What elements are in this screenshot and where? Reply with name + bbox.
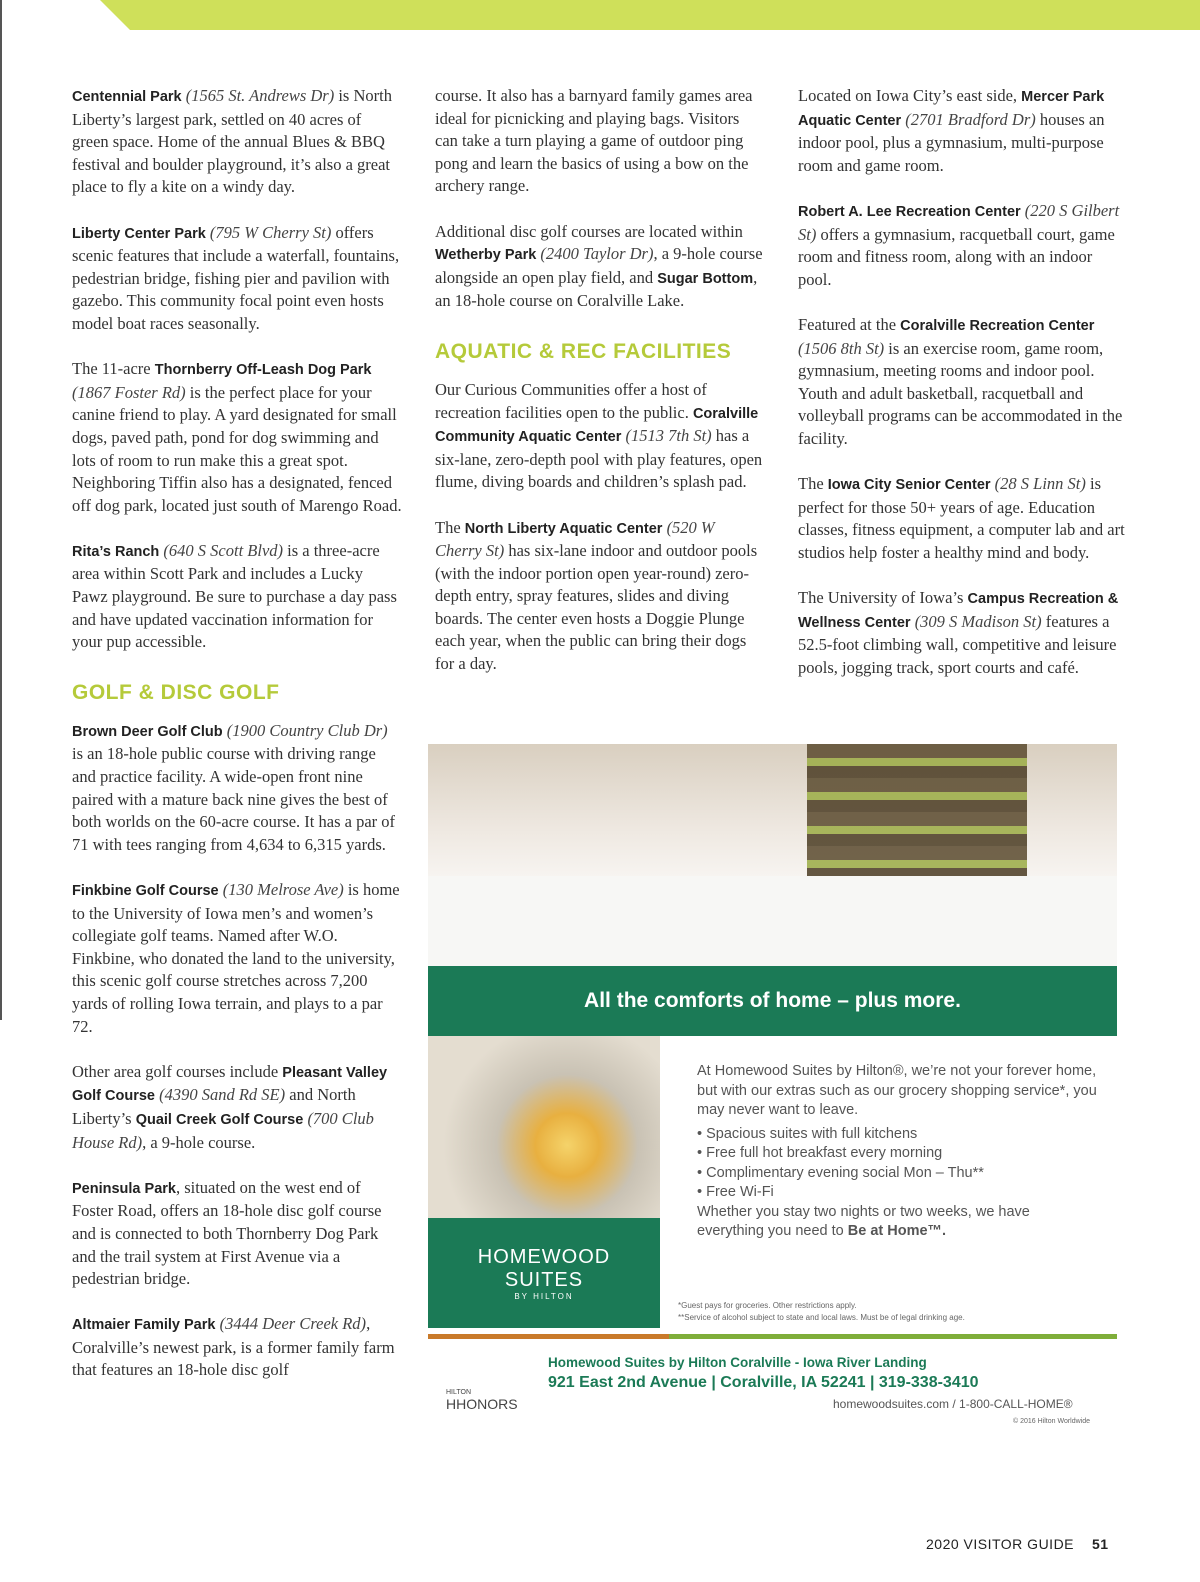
section-heading-aquatic: AQUATIC & REC FACILITIES	[435, 339, 732, 363]
ad-closing: Whether you stay two nights or two weeks, we have everything you need to Be at Home™.	[697, 1203, 1030, 1239]
ad-website: homewoodsuites.com / 1-800-CALL-HOME®	[833, 1397, 1073, 1411]
column-left	[72, 85, 402, 1405]
paragraph-ritas-ranch: Rita’s Ranch (640 S Scott Blvd) is a three-acre area within Scott Park and includes a Lucky Pawz playground. Be sure to purchase a day pass and have updated vaccination information for your pup accessible.	[72, 540, 397, 652]
column-right	[798, 85, 1128, 702]
ad-hotel-name: Homewood Suites by Hilton Coralville - Iowa River Landing	[548, 1355, 927, 1370]
footer-label: 2020 VISITOR GUIDE	[926, 1536, 1075, 1552]
paragraph-finkbine: Finkbine Golf Course (130 Melrose Ave) is home to the University of Iowa men’s and women’s collegiate golf teams. Named after W.O. Finkbine, who donated the land to the university, this scenic golf course stretches across 7,200 yards of rolling Iowa terrain, and plays to a par 72.	[72, 880, 400, 1036]
paragraph-north-liberty-aquatic: The North Liberty Aquatic Center (520 W Cherry St) has six-lane indoor and outdoor pools (with the indoor portion open year-round) zero-depth entry, spray features, slides and diving boards. The center even hosts a Doggie Plunge each year, when the public can bring their dogs for a day.	[435, 517, 758, 674]
ad-bullet-list	[697, 1125, 1097, 1203]
ad-bullet: • Complimentary evening social Mon – Thu**	[697, 1164, 1097, 1184]
ad-address-phone: 921 East 2nd Avenue | Coralville, IA 52241 | 319-338-3410	[548, 1374, 979, 1391]
ad-copyright: © 2016 Hilton Worldwide	[1013, 1418, 1091, 1425]
paragraph-additional-disc-golf: Additional disc golf courses are located within Wetherby Park (2400 Taylor Dr), a 9-hole course alongside an open play field, and Sugar Bottom, an 18-hole course on Coralville Lake.	[435, 221, 763, 311]
ad-bullet: • Free Wi-Fi	[697, 1183, 1097, 1203]
paragraph-mercer-park: Located on Iowa City’s east side, Mercer Park Aquatic Center (2701 Bradford Dr) houses an indoor pool, plus a gymnasium, multi-purpose room and game room.	[798, 86, 1105, 175]
bed-graphic	[428, 876, 1117, 966]
column-middle	[435, 85, 765, 698]
ad-fine-print: *Guest pays for groceries. Other restrictions apply. **Service of alcohol subject to state and local laws. Must be of legal drinking age.	[678, 1301, 965, 1322]
ad-bullet: • Spacious suites with full kitchens	[697, 1125, 1097, 1145]
ad-copy	[697, 1062, 1097, 1242]
hhonors-logo: HILTON HHONORS	[446, 1389, 518, 1412]
ad-bullet: • Free full hot breakfast every morning	[697, 1144, 1097, 1164]
top-accent-bar	[100, 0, 1200, 30]
paragraph-senior-center: The Iowa City Senior Center (28 S Linn St) is perfect for those 50+ years of age. Education classes, fitness equipment, a computer lab and art studios help foster a healthy mind and body.	[798, 474, 1125, 562]
paragraph-robert-lee: Robert A. Lee Recreation Center (220 S Gilbert St) offers a gymnasium, racquetball court, game room and fitness room, along with an indoor pool.	[798, 200, 1120, 289]
breakfast-photo	[428, 1036, 660, 1218]
curtain-graphic	[807, 744, 1027, 894]
paragraph-altmaier-park: Altmaier Family Park (3444 Deer Creek Rd), Coralville’s newest park, is a former family farm that features an 18-hole disc golf	[72, 1314, 395, 1380]
paragraph-peninsula-park: Peninsula Park, situated on the west end of Foster Road, offers an 18-hole disc golf course and is connected to both Thornberry Dog Park and the trail system at First Avenue via a pedestrian bridge.	[72, 1177, 382, 1289]
paragraph-other-golf: Other area golf courses include Pleasant Valley Golf Course (4390 Sand Rd SE) and North Liberty’s Quail Creek Golf Course (700 Club House Rd), a 9-hole course.	[72, 1061, 388, 1152]
page-number: 51	[1092, 1536, 1109, 1552]
ad-divider-stripe	[428, 1334, 1117, 1339]
page-footer	[926, 1536, 1109, 1552]
family-bed-photo	[428, 744, 1117, 966]
paragraph-coralville-aquatic: Our Curious Communities offer a host of recreation facilities open to the public. Coralville Community Aquatic Center (1513 7th St) has a six-lane, zero-depth pool with play features, open flume, diving boards and children’s splash pad.	[435, 379, 763, 492]
paragraph-campus-rec: The University of Iowa’s Campus Recreation & Wellness Center (309 S Madison St) features a 52.5-foot climbing wall, competitive and leisure pools, jogging track, sport courts and café.	[798, 588, 1119, 677]
homewood-suites-ad	[428, 744, 1117, 1444]
paragraph-liberty-center-park: Liberty Center Park (795 W Cherry St) offers scenic features that include a waterfall, fountains, pedestrian bridge, fishing pier and pavilion with gazebo. This community focal point even hosts model boat races seasonally.	[72, 222, 400, 333]
paragraph-centennial-park: Centennial Park (1565 St. Andrews Dr) is North Liberty’s largest park, settled on 40 acres of green space. Home of the annual Blues & BBQ festival and boulder playground, it’s also a great place to fly a kite on a windy day.	[72, 86, 392, 197]
paragraph-thornberry-dog-park: The 11-acre Thornberry Off-Leash Dog Park (1867 Foster Rd) is the perfect place for your canine friend to play. A yard designated for small dogs, paved path, pond for dog swimming and lots of room to run make this a great spot. Neighboring Tiffin also has a designated, fenced off dog park, located just south of Marengo Road.	[72, 359, 402, 515]
paragraph-disc-golf-continued: course. It also has a barnyard family games area ideal for picnicking and playing bags. Visitors can take a turn playing a game of outdoor ping pong and learn the basics of using a bow on the archery range.	[435, 86, 753, 196]
page-edge-line	[0, 0, 2, 1020]
paragraph-coralville-rec: Featured at the Coralville Recreation Center (1506 8th St) is an exercise room, game room, gymnasium, meeting rooms and indoor pool. Youth and adult basketball, racquetball and volleyball programs can be accommodated in the facility.	[798, 314, 1123, 448]
section-heading-golf: GOLF & DISC GOLF	[72, 680, 280, 704]
paragraph-brown-deer: Brown Deer Golf Club (1900 Country Club Dr) is an 18-hole public course with driving range and practice facility. A wide-open front nine paired with a mature back nine gives the best of both worlds on the 60-acre course. It has a par of 71 with tees ranging from 4,634 to 6,315 yards.	[72, 720, 396, 854]
homewood-logo: HOMEWOOD SUITES BY HILTON	[428, 1218, 660, 1328]
ad-banner: All the comforts of home – plus more.	[428, 966, 1117, 1036]
ad-intro: At Homewood Suites by Hilton®, we’re not your forever home, but with our extras such as our grocery shopping service*, you may never want to leave.	[697, 1063, 1097, 1118]
